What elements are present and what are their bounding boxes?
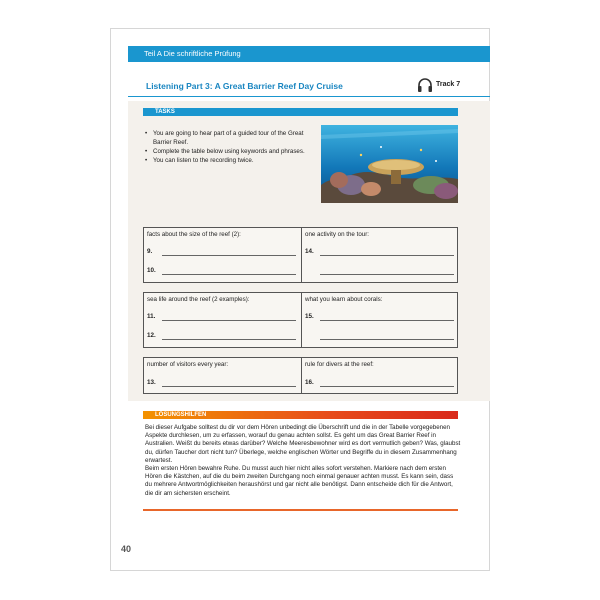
cell-header: facts about the size of the reef (2): (147, 231, 241, 238)
item-number: 15. (305, 313, 314, 320)
instruction-item: • You are going to hear part of a guided tour of the Great Barrier Reef. (145, 129, 317, 147)
table-cell (144, 228, 301, 282)
answer-line-14[interactable] (320, 255, 454, 256)
answer-line-11[interactable] (162, 320, 296, 321)
answer-line-15[interactable] (320, 320, 454, 321)
table-cell (301, 293, 457, 347)
cell-header: what you learn about corals: (305, 296, 383, 303)
answer-line-10[interactable] (162, 274, 296, 275)
headphones-icon (416, 76, 434, 94)
answer-line-13[interactable] (162, 386, 296, 387)
item-number: 9. (147, 248, 153, 255)
tasks-heading: TASKS (155, 109, 175, 115)
hint-paragraph: Bei dieser Aufgabe solltest du dir vor dem Hören unbedingt die Überschrift und die in der Tabelle vorgegebenen Aspekte durchlesen, um zu erfassen, worauf du genau achten sollst. Es geht um das Great Barrier Reef in Australien. Weißt du bereits etwas darüber? Welche Meeresbewohner wird es dort vermutlich geben? Was, glaubst du, dürfen Taucher dort nicht tun? Überlege, welche englischen Wörter und Begriffe du in diesem Zusammenhang erwartest. (145, 424, 461, 464)
answer-line-14b[interactable] (320, 274, 454, 275)
table-cell (144, 358, 301, 393)
instruction-item: • You can listen to the recording twice. (145, 156, 317, 165)
item-number: 13. (147, 379, 156, 386)
instruction-item: • Complete the table below using keywords and phrases. (145, 147, 317, 156)
item-number: 16. (305, 379, 314, 386)
item-number: 12. (147, 332, 156, 339)
answer-line-15b[interactable] (320, 339, 454, 340)
section-label: Teil A Die schriftliche Prüfung (144, 49, 241, 58)
page-number: 40 (121, 544, 132, 554)
table-cell (301, 358, 457, 393)
table-cell (301, 228, 457, 282)
answer-table-row-2 (143, 292, 458, 348)
hint-paragraph: Beim ersten Hören bewahre Ruhe. Du musst auch hier nicht alles sofort verstehen. Markiere nach dem ersten Hören die Kästchen, auf die du beim zweiten Durchgang noch einmal genauer achten musst. Es kann sein, dass du mehrere Antwortmöglichkeiten heraushörst und gar nicht alle benötigst. Dann entscheide dich für die Antwort, die dir am sichersten erscheint. (145, 465, 454, 497)
table-cell (144, 293, 301, 347)
answer-line-16[interactable] (320, 386, 454, 387)
cell-header: sea life around the reef (2 examples): (147, 296, 250, 303)
task-instructions (145, 129, 317, 165)
coral-reef-photo (321, 125, 458, 203)
tasks-heading-bar (143, 108, 458, 116)
workbook-page (110, 28, 490, 571)
cell-header: one activity on the tour: (305, 231, 369, 238)
cell-header: number of visitors every year: (147, 361, 229, 368)
page-title: Listening Part 3: A Great Barrier Reef Day Cruise (146, 81, 343, 91)
hints-bottom-rule (143, 509, 458, 511)
track-indicator (416, 76, 466, 94)
answer-table-row-1 (143, 227, 458, 283)
hints-heading: LÖSUNGSHILFEN (155, 412, 207, 418)
item-number: 11. (147, 313, 156, 320)
item-number: 14. (305, 248, 314, 255)
title-rule (128, 96, 490, 97)
cell-header: rule for divers at the reef: (305, 361, 374, 368)
answer-table-row-3 (143, 357, 458, 394)
hints-heading-bar (143, 411, 458, 419)
hints-text (145, 424, 461, 498)
answer-line-12[interactable] (162, 339, 296, 340)
section-header-bar (128, 46, 490, 62)
answer-line-9[interactable] (162, 255, 296, 256)
item-number: 10. (147, 267, 156, 274)
track-label: Track 7 (436, 81, 461, 88)
